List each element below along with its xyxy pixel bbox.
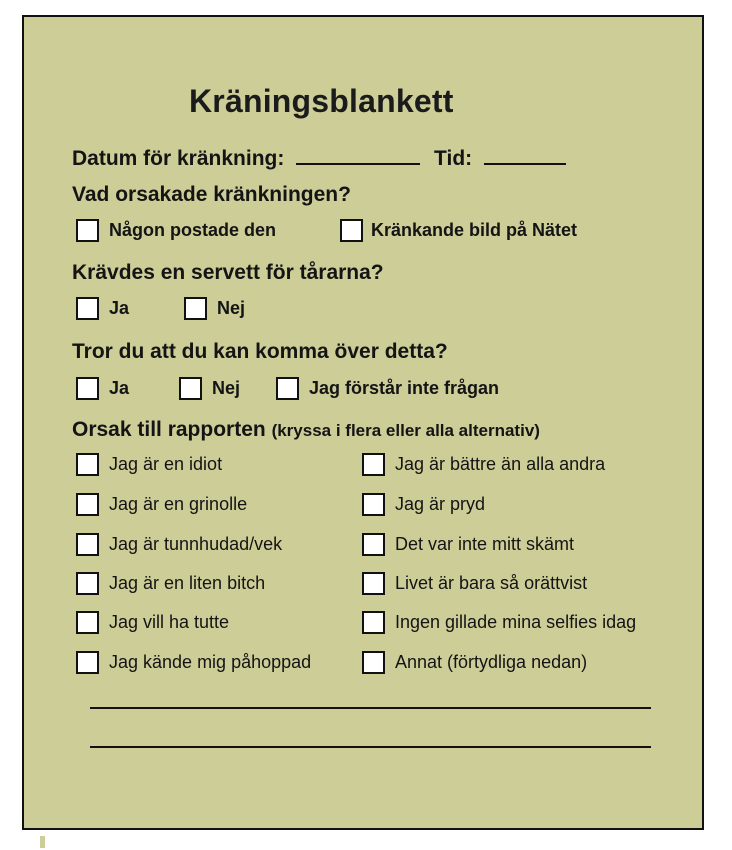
date-field[interactable] bbox=[296, 145, 420, 165]
option-label: Det var inte mitt skämt bbox=[395, 534, 575, 554]
option-label: Annat (förtydliga nedan) bbox=[395, 652, 588, 672]
option-label: Jag är bättre än alla andra bbox=[395, 454, 606, 474]
option-label: Jag är en idiot bbox=[109, 454, 223, 474]
reason-option[interactable] bbox=[76, 572, 265, 595]
reason-option[interactable] bbox=[362, 533, 574, 556]
reason-option[interactable] bbox=[362, 453, 605, 476]
checkbox[interactable] bbox=[76, 377, 99, 400]
complaint-form bbox=[22, 15, 704, 830]
reason-heading bbox=[72, 418, 540, 442]
write-in-line[interactable] bbox=[90, 707, 651, 709]
option-dont-understand[interactable] bbox=[276, 377, 499, 400]
reason-option[interactable] bbox=[76, 493, 247, 516]
option-label: Jag är tunnhudad/vek bbox=[109, 534, 283, 554]
time-label: Tid: bbox=[434, 147, 473, 170]
option-label: Kränkande bild på Nätet bbox=[371, 220, 578, 240]
question-napkin: Krävdes en servett för tårarna? bbox=[72, 261, 384, 284]
option-label: Jag är en liten bitch bbox=[109, 573, 266, 593]
reason-option[interactable] bbox=[76, 533, 282, 556]
option-label: Ingen gillade mina selfies idag bbox=[395, 612, 637, 632]
reason-option[interactable] bbox=[362, 611, 636, 634]
option-someone-posted[interactable] bbox=[76, 219, 276, 242]
checkbox[interactable] bbox=[76, 651, 99, 674]
checkbox[interactable] bbox=[76, 453, 99, 476]
checkbox[interactable] bbox=[76, 297, 99, 320]
checkbox[interactable] bbox=[362, 651, 385, 674]
paper-edge-mark bbox=[40, 836, 45, 848]
reason-option[interactable] bbox=[76, 651, 311, 674]
option-offensive-image[interactable] bbox=[340, 219, 577, 242]
option-label: Jag kände mig påhoppad bbox=[109, 652, 312, 672]
date-label: Datum för kränkning: bbox=[72, 147, 285, 170]
reason-option[interactable] bbox=[362, 651, 587, 674]
checkbox[interactable] bbox=[362, 533, 385, 556]
reason-option[interactable] bbox=[362, 572, 587, 595]
checkbox[interactable] bbox=[76, 572, 99, 595]
option-label: Nej bbox=[212, 378, 241, 398]
checkbox[interactable] bbox=[362, 453, 385, 476]
option-label: Jag förstår inte frågan bbox=[309, 378, 500, 398]
checkbox[interactable] bbox=[76, 493, 99, 516]
reason-note: (kryssa i flera eller alla alternativ) bbox=[271, 421, 540, 440]
option-napkin-yes[interactable] bbox=[76, 297, 129, 320]
write-in-line[interactable] bbox=[90, 746, 651, 748]
checkbox[interactable] bbox=[362, 493, 385, 516]
checkbox[interactable] bbox=[276, 377, 299, 400]
date-time-row bbox=[72, 145, 566, 171]
reason-option[interactable] bbox=[362, 493, 485, 516]
option-label: Någon postade den bbox=[109, 220, 277, 240]
option-label: Ja bbox=[109, 298, 130, 318]
reason-option[interactable] bbox=[76, 611, 229, 634]
option-label: Jag är en grinolle bbox=[109, 494, 248, 514]
checkbox[interactable] bbox=[362, 611, 385, 634]
checkbox[interactable] bbox=[340, 219, 363, 242]
checkbox[interactable] bbox=[76, 533, 99, 556]
option-getover-no[interactable] bbox=[179, 377, 240, 400]
checkbox[interactable] bbox=[179, 377, 202, 400]
form-title: Kräningsblankett bbox=[189, 83, 454, 119]
option-label: Jag vill ha tutte bbox=[109, 612, 230, 632]
option-label: Nej bbox=[217, 298, 246, 318]
checkbox[interactable] bbox=[362, 572, 385, 595]
checkbox[interactable] bbox=[76, 219, 99, 242]
reason-title: Orsak till rapporten bbox=[72, 418, 266, 441]
time-field[interactable] bbox=[484, 145, 566, 165]
reason-option[interactable] bbox=[76, 453, 222, 476]
option-label: Ja bbox=[109, 378, 130, 398]
checkbox[interactable] bbox=[76, 611, 99, 634]
option-getover-yes[interactable] bbox=[76, 377, 129, 400]
option-label: Livet är bara så orättvist bbox=[395, 573, 588, 593]
question-cause: Vad orsakade kränkningen? bbox=[72, 183, 351, 206]
option-label: Jag är pryd bbox=[395, 494, 486, 514]
checkbox[interactable] bbox=[184, 297, 207, 320]
option-napkin-no[interactable] bbox=[184, 297, 245, 320]
question-get-over: Tror du att du kan komma över detta? bbox=[72, 340, 448, 363]
